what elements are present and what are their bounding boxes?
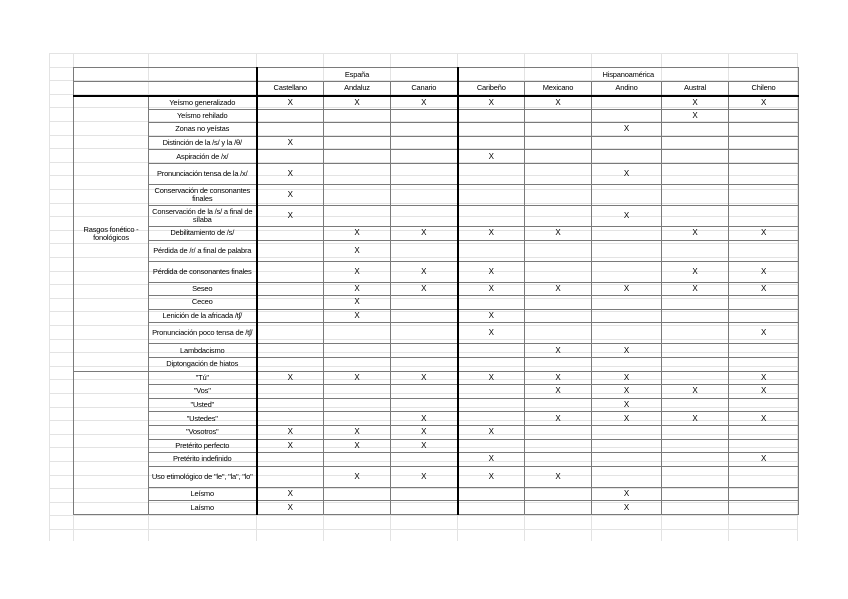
presence-cell: X xyxy=(592,282,662,296)
region-header-row xyxy=(74,68,799,82)
presence-cell xyxy=(662,344,729,358)
presence-cell xyxy=(525,425,592,439)
presence-cell xyxy=(662,466,729,487)
presence-cell xyxy=(592,136,662,150)
presence-cell xyxy=(257,240,324,261)
presence-cell: X xyxy=(458,371,525,385)
presence-cell xyxy=(592,261,662,282)
presence-cell: X xyxy=(592,123,662,137)
presence-cell xyxy=(257,109,324,123)
presence-cell xyxy=(662,439,729,453)
presence-cell: X xyxy=(391,261,458,282)
presence-cell: X xyxy=(458,309,525,323)
presence-cell xyxy=(592,453,662,467)
table-row xyxy=(74,205,799,226)
presence-cell: X xyxy=(458,282,525,296)
presence-cell xyxy=(662,296,729,310)
presence-cell: X xyxy=(592,344,662,358)
presence-cell xyxy=(391,357,458,371)
presence-cell: X xyxy=(391,412,458,426)
presence-cell: X xyxy=(592,398,662,412)
dialect-header-3: Caribeño xyxy=(458,82,525,96)
table-row xyxy=(74,163,799,184)
presence-cell: X xyxy=(257,371,324,385)
presence-cell xyxy=(458,123,525,137)
dialect-header-6: Austral xyxy=(662,82,729,96)
corner-cell xyxy=(74,68,257,82)
presence-cell: X xyxy=(525,371,592,385)
presence-cell xyxy=(391,150,458,164)
presence-cell: X xyxy=(662,96,729,110)
presence-cell: X xyxy=(257,487,324,501)
presence-cell: X xyxy=(729,412,799,426)
presence-cell: X xyxy=(324,309,391,323)
presence-cell xyxy=(525,163,592,184)
feature-label: "Usted" xyxy=(149,398,257,412)
presence-cell xyxy=(729,296,799,310)
presence-cell: X xyxy=(525,385,592,399)
presence-cell xyxy=(458,501,525,515)
presence-cell: X xyxy=(729,261,799,282)
presence-cell: X xyxy=(729,323,799,344)
presence-cell: X xyxy=(391,466,458,487)
presence-cell: X xyxy=(729,226,799,240)
gridline xyxy=(49,53,50,541)
presence-cell xyxy=(662,357,729,371)
presence-cell: X xyxy=(458,96,525,110)
table-row xyxy=(74,344,799,358)
presence-cell xyxy=(662,501,729,515)
presence-cell xyxy=(324,184,391,205)
presence-cell xyxy=(391,453,458,467)
presence-cell xyxy=(257,453,324,467)
presence-cell xyxy=(662,309,729,323)
presence-cell xyxy=(729,425,799,439)
presence-cell: X xyxy=(729,385,799,399)
table-row xyxy=(74,282,799,296)
feature-label: Diptongación de hiatos xyxy=(149,357,257,371)
presence-cell xyxy=(324,109,391,123)
presence-cell xyxy=(592,439,662,453)
presence-cell xyxy=(458,109,525,123)
presence-cell xyxy=(525,205,592,226)
presence-cell xyxy=(324,357,391,371)
presence-cell: X xyxy=(324,439,391,453)
presence-cell xyxy=(662,205,729,226)
presence-cell: X xyxy=(592,205,662,226)
presence-cell xyxy=(729,123,799,137)
presence-cell: X xyxy=(458,261,525,282)
presence-cell: X xyxy=(458,466,525,487)
presence-cell xyxy=(458,385,525,399)
presence-cell xyxy=(458,240,525,261)
presence-cell: X xyxy=(257,184,324,205)
presence-cell: X xyxy=(458,425,525,439)
presence-cell xyxy=(391,385,458,399)
presence-cell xyxy=(391,240,458,261)
presence-cell xyxy=(662,398,729,412)
category-label: Rasgos fonético - fonológicos xyxy=(74,96,149,372)
presence-cell xyxy=(592,466,662,487)
presence-cell xyxy=(324,344,391,358)
presence-cell: X xyxy=(324,425,391,439)
presence-cell xyxy=(525,240,592,261)
presence-cell xyxy=(324,501,391,515)
table-row xyxy=(74,96,799,110)
region-header-espana: España xyxy=(257,68,458,82)
presence-cell xyxy=(729,150,799,164)
presence-cell xyxy=(662,425,729,439)
presence-cell: X xyxy=(662,226,729,240)
presence-cell: X xyxy=(324,261,391,282)
presence-cell xyxy=(592,357,662,371)
presence-cell xyxy=(391,296,458,310)
presence-cell xyxy=(592,296,662,310)
presence-cell xyxy=(525,487,592,501)
table-row xyxy=(74,109,799,123)
presence-cell xyxy=(391,184,458,205)
presence-cell xyxy=(324,150,391,164)
region-header-hispanoamerica: Hispanoamérica xyxy=(458,68,799,82)
feature-label: Yeísmo generalizado xyxy=(149,96,257,110)
table-row xyxy=(74,412,799,426)
presence-cell xyxy=(592,150,662,164)
presence-cell: X xyxy=(592,371,662,385)
presence-cell xyxy=(257,344,324,358)
table-row xyxy=(74,357,799,371)
presence-cell xyxy=(525,501,592,515)
presence-cell xyxy=(662,150,729,164)
feature-label: "Vos" xyxy=(149,385,257,399)
presence-cell: X xyxy=(458,226,525,240)
presence-cell xyxy=(391,136,458,150)
presence-cell xyxy=(592,184,662,205)
presence-cell xyxy=(257,282,324,296)
presence-cell: X xyxy=(391,96,458,110)
table-row xyxy=(74,466,799,487)
feature-label: Leísmo xyxy=(149,487,257,501)
table-row xyxy=(74,439,799,453)
presence-cell xyxy=(729,109,799,123)
table-row xyxy=(74,123,799,137)
presence-cell xyxy=(662,323,729,344)
presence-cell: X xyxy=(525,226,592,240)
presence-cell xyxy=(257,385,324,399)
presence-cell: X xyxy=(662,282,729,296)
presence-cell xyxy=(324,205,391,226)
presence-cell xyxy=(257,309,324,323)
table-row xyxy=(74,398,799,412)
presence-cell xyxy=(324,385,391,399)
presence-cell xyxy=(525,150,592,164)
presence-cell: X xyxy=(592,412,662,426)
presence-cell xyxy=(662,163,729,184)
feature-label: Lambdacismo xyxy=(149,344,257,358)
presence-cell xyxy=(324,453,391,467)
presence-cell: X xyxy=(257,163,324,184)
feature-label: Uso etimológico de "le", "la", "lo" xyxy=(149,466,257,487)
presence-cell xyxy=(729,357,799,371)
presence-cell xyxy=(525,261,592,282)
table-row xyxy=(74,136,799,150)
feature-label: "Ustedes" xyxy=(149,412,257,426)
presence-cell xyxy=(324,398,391,412)
table-row xyxy=(74,323,799,344)
table-row xyxy=(74,453,799,467)
presence-cell xyxy=(458,184,525,205)
feature-label: Seseo xyxy=(149,282,257,296)
presence-cell xyxy=(525,184,592,205)
presence-cell xyxy=(257,412,324,426)
presence-cell xyxy=(391,163,458,184)
presence-cell: X xyxy=(458,453,525,467)
presence-cell xyxy=(525,323,592,344)
presence-cell: X xyxy=(525,466,592,487)
presence-cell xyxy=(662,184,729,205)
table-row xyxy=(74,309,799,323)
table-row xyxy=(74,425,799,439)
gridline xyxy=(49,515,797,516)
presence-cell xyxy=(458,357,525,371)
presence-cell: X xyxy=(391,425,458,439)
presence-cell xyxy=(458,163,525,184)
presence-cell xyxy=(324,323,391,344)
table-row xyxy=(74,240,799,261)
feature-label: Pretérito perfecto xyxy=(149,439,257,453)
presence-cell: X xyxy=(324,226,391,240)
presence-cell: X xyxy=(257,439,324,453)
presence-cell xyxy=(391,123,458,137)
presence-cell xyxy=(257,296,324,310)
presence-cell xyxy=(391,109,458,123)
presence-cell: X xyxy=(525,412,592,426)
presence-cell xyxy=(324,123,391,137)
presence-cell: X xyxy=(324,466,391,487)
presence-cell: X xyxy=(257,425,324,439)
table-row xyxy=(74,296,799,310)
feature-label: Yeísmo rehilado xyxy=(149,109,257,123)
presence-cell xyxy=(257,323,324,344)
feature-label: Pronunciación poco tensa de /tʃ/ xyxy=(149,323,257,344)
feature-label: Pretérito indefinido xyxy=(149,453,257,467)
presence-cell xyxy=(662,240,729,261)
presence-cell xyxy=(592,323,662,344)
presence-cell xyxy=(391,205,458,226)
presence-cell xyxy=(662,487,729,501)
presence-cell xyxy=(525,296,592,310)
presence-cell xyxy=(458,398,525,412)
dialect-header-2: Canario xyxy=(391,82,458,96)
presence-cell xyxy=(525,109,592,123)
presence-cell xyxy=(662,453,729,467)
dialect-header-5: Andino xyxy=(592,82,662,96)
dialect-header-4: Mexicano xyxy=(525,82,592,96)
table-body xyxy=(74,96,799,515)
presence-cell: X xyxy=(662,109,729,123)
presence-cell xyxy=(662,123,729,137)
presence-cell xyxy=(729,439,799,453)
presence-cell xyxy=(257,398,324,412)
table-row xyxy=(74,184,799,205)
presence-cell xyxy=(391,344,458,358)
presence-cell xyxy=(729,163,799,184)
corner-cell-lower xyxy=(74,82,257,96)
presence-cell xyxy=(458,136,525,150)
dialect-features-table xyxy=(73,67,799,515)
presence-cell: X xyxy=(729,96,799,110)
presence-cell: X xyxy=(324,296,391,310)
presence-cell: X xyxy=(391,439,458,453)
presence-cell xyxy=(592,226,662,240)
presence-cell: X xyxy=(525,344,592,358)
presence-cell xyxy=(525,439,592,453)
presence-cell: X xyxy=(662,261,729,282)
presence-cell xyxy=(662,136,729,150)
presence-cell xyxy=(525,357,592,371)
gridline xyxy=(49,53,797,54)
presence-cell: X xyxy=(729,453,799,467)
presence-cell xyxy=(729,136,799,150)
presence-cell xyxy=(324,487,391,501)
presence-cell xyxy=(257,123,324,137)
category-label xyxy=(74,371,149,514)
presence-cell xyxy=(257,150,324,164)
gridline xyxy=(49,529,797,530)
feature-label: Laísmo xyxy=(149,501,257,515)
presence-cell: X xyxy=(592,501,662,515)
presence-cell xyxy=(729,205,799,226)
presence-cell xyxy=(257,261,324,282)
presence-cell xyxy=(662,371,729,385)
presence-cell xyxy=(391,487,458,501)
presence-cell xyxy=(729,398,799,412)
feature-label: Conservación de la /s/ a final de sílaba xyxy=(149,205,257,226)
presence-cell xyxy=(729,501,799,515)
presence-cell xyxy=(458,439,525,453)
presence-cell: X xyxy=(458,323,525,344)
presence-cell xyxy=(592,240,662,261)
feature-label: Pronunciación tensa de la /x/ xyxy=(149,163,257,184)
feature-label: Distinción de la /s/ y la /θ/ xyxy=(149,136,257,150)
feature-label: Ceceo xyxy=(149,296,257,310)
presence-cell xyxy=(391,323,458,344)
feature-label: Debilitamiento de /s/ xyxy=(149,226,257,240)
feature-label: Lenición de la africada /tʃ/ xyxy=(149,309,257,323)
presence-cell: X xyxy=(729,282,799,296)
feature-label: "Vosotros" xyxy=(149,425,257,439)
presence-cell xyxy=(729,344,799,358)
presence-cell xyxy=(592,425,662,439)
presence-cell xyxy=(592,309,662,323)
presence-cell: X xyxy=(592,487,662,501)
presence-cell xyxy=(458,344,525,358)
presence-cell xyxy=(458,412,525,426)
presence-cell xyxy=(525,136,592,150)
dialect-header-1: Andaluz xyxy=(324,82,391,96)
presence-cell: X xyxy=(391,282,458,296)
presence-cell: X xyxy=(525,96,592,110)
presence-cell: X xyxy=(662,385,729,399)
table-row xyxy=(74,226,799,240)
presence-cell: X xyxy=(729,371,799,385)
feature-label: Zonas no yeístas xyxy=(149,123,257,137)
table-row xyxy=(74,385,799,399)
presence-cell xyxy=(729,240,799,261)
presence-cell xyxy=(729,309,799,323)
presence-cell xyxy=(525,309,592,323)
presence-cell xyxy=(257,466,324,487)
presence-cell: X xyxy=(257,205,324,226)
presence-cell xyxy=(391,501,458,515)
presence-cell: X xyxy=(458,150,525,164)
presence-cell xyxy=(391,398,458,412)
presence-cell xyxy=(324,163,391,184)
table-row xyxy=(74,261,799,282)
presence-cell: X xyxy=(324,282,391,296)
presence-cell xyxy=(729,487,799,501)
feature-label: Conservación de consonantes finales xyxy=(149,184,257,205)
presence-cell xyxy=(458,296,525,310)
dialect-header-row xyxy=(74,82,799,96)
presence-cell: X xyxy=(592,385,662,399)
presence-cell xyxy=(458,487,525,501)
presence-cell xyxy=(729,184,799,205)
presence-cell xyxy=(592,109,662,123)
presence-cell xyxy=(257,226,324,240)
presence-cell xyxy=(458,205,525,226)
presence-cell: X xyxy=(324,371,391,385)
presence-cell: X xyxy=(662,412,729,426)
presence-cell: X xyxy=(257,501,324,515)
presence-cell: X xyxy=(324,240,391,261)
table-row xyxy=(74,487,799,501)
feature-label: "Tú" xyxy=(149,371,257,385)
dialect-header-0: Castellano xyxy=(257,82,324,96)
presence-cell: X xyxy=(324,96,391,110)
presence-cell xyxy=(324,136,391,150)
presence-cell: X xyxy=(391,371,458,385)
table-row xyxy=(74,501,799,515)
presence-cell xyxy=(391,309,458,323)
presence-cell: X xyxy=(525,282,592,296)
feature-label: Pérdida de /r/ a final de palabra xyxy=(149,240,257,261)
presence-cell: X xyxy=(257,136,324,150)
feature-label: Pérdida de consonantes finales xyxy=(149,261,257,282)
presence-cell xyxy=(324,412,391,426)
presence-cell xyxy=(729,466,799,487)
dialect-header-7: Chileno xyxy=(729,82,799,96)
table-row xyxy=(74,150,799,164)
presence-cell: X xyxy=(391,226,458,240)
table-row xyxy=(74,371,799,385)
presence-cell: X xyxy=(257,96,324,110)
presence-cell xyxy=(525,123,592,137)
feature-label: Aspiración de /x/ xyxy=(149,150,257,164)
presence-cell: X xyxy=(592,163,662,184)
presence-cell xyxy=(525,453,592,467)
presence-cell xyxy=(257,357,324,371)
presence-cell xyxy=(525,398,592,412)
presence-cell xyxy=(592,96,662,110)
